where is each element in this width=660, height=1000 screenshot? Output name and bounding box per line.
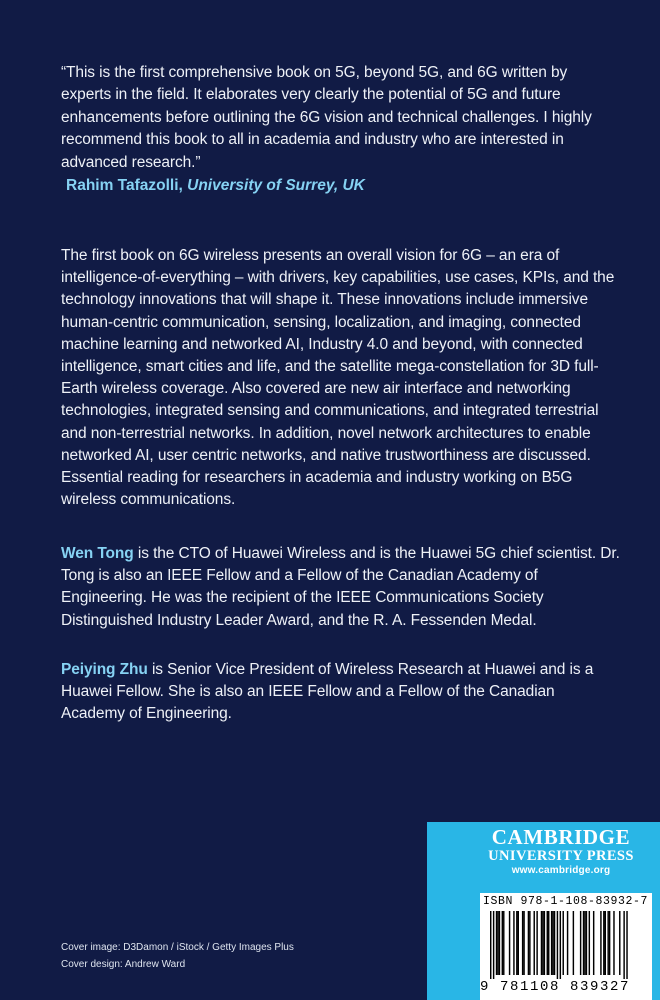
barcode-bar (547, 911, 548, 975)
publisher-logo (485, 826, 637, 878)
barcode-bar (528, 911, 529, 975)
barcode-bar (563, 911, 564, 975)
isbn-label: ISBN 978-1-108-83932-7 (483, 895, 649, 908)
barcode-bar (522, 911, 523, 975)
barcode-bar (497, 911, 498, 975)
publisher-press: UNIVERSITY PRESS (488, 848, 634, 864)
barcode-bar (503, 911, 504, 975)
endorsement-attribution (66, 177, 365, 195)
barcode (490, 911, 642, 979)
barcode-bar (490, 911, 491, 979)
barcode-bar (516, 911, 517, 975)
barcode-bar (499, 911, 500, 975)
barcode-bar (544, 911, 545, 975)
publisher-box (427, 822, 660, 1000)
barcode-bar (529, 911, 530, 975)
barcode-bar (583, 911, 584, 975)
author-bio-text: is the CTO of Huawei Wireless and is the Huawei 5G chief scientist. Dr. Tong is also an IEEE Fellow and a Fellow of the Canadian Academy of Engineering. He was the recipient of the IEEE Communications Society Distinguished Industry Leader Award, and the R. A. Fessenden Medal. (61, 545, 620, 629)
barcode-bar (493, 911, 494, 979)
endorser-affiliation: University of Surrey, UK (182, 177, 365, 194)
barcode-bar (573, 911, 574, 975)
barcode-bar (536, 911, 537, 975)
barcode-bar (584, 911, 585, 975)
publisher-name: CAMBRIDGE (491, 825, 631, 849)
barcode-bar (580, 911, 581, 975)
author-name: Peiying Zhu (61, 661, 148, 678)
barcode-bar (626, 911, 627, 979)
barcode-bar (609, 911, 610, 975)
endorsement-quote: “This is the first comprehensive book on 5G, beyond 5G, and 6G written by experts in the field. It elaborates very clearly the potential of 5G and future enhancements before outlining the 6G vision and technical challenges. I highly recommend this book to all in academia and industry who are interested in advanced research.” (61, 64, 592, 171)
barcode-bar (534, 911, 535, 975)
author-bio-peiying-zhu (61, 659, 621, 726)
barcode-bar (603, 911, 604, 975)
barcode-bar (619, 911, 620, 975)
barcode-bar (589, 911, 590, 975)
cover-image-credit: Cover image: D3Damon / iStock / Getty Images Plus (61, 942, 294, 953)
cover-design-credit: Cover design: Andrew Ward (61, 959, 186, 970)
author-name: Wen Tong (61, 545, 134, 562)
barcode-bar (557, 911, 558, 979)
barcode-bar (613, 911, 614, 975)
barcode-bar (560, 911, 561, 979)
barcode-bar (567, 911, 568, 975)
barcode-bar (523, 911, 524, 975)
cover-credits (61, 939, 294, 973)
barcode-bar (593, 911, 594, 975)
barcode-bar (605, 911, 606, 975)
barcode-bar (586, 911, 587, 975)
barcode-block (480, 893, 652, 1000)
publisher-url: www.cambridge.org (511, 865, 611, 876)
book-description: The first book on 6G wireless presents an overall vision for 6G – an era of intelligence-of-everything – with drivers, key capabilities, use cases, KPIs, and the technology innovations that will shape it. These innovations include immersive human-centric communication, sensing, localization, and imaging, connected machine learning and networked AI, Industry 4.0 and beyond, with connected intelligence, smart cities and life, and the satellite mega-constellation for 3D full-Earth wireless coverage. Also covered are new air interface and networking technologies, integrated sensing and communications, and integrated terrestrial and non-terrestrial networks. In addition, novel network architectures to enable networked AI, user centric networks, and native trustworthiness are discussed. Essential reading for researchers in academia and industry working on B5G wireless communications. (61, 247, 615, 509)
barcode-bar (513, 911, 514, 975)
barcode-bar (551, 911, 552, 975)
barcode-digits: 9 781108 839327 (480, 979, 631, 995)
barcode-bar (600, 911, 601, 975)
barcode-bar (496, 911, 497, 975)
barcode-bar (542, 911, 543, 975)
barcode-bar (552, 911, 553, 975)
barcode-bar (541, 911, 542, 975)
author-bio-wen-tong (61, 543, 621, 632)
barcode-bar (509, 911, 510, 975)
barcode-bar (607, 911, 608, 975)
author-bio-text: is Senior Vice President of Wireless Research at Huawei and is a Huawei Fellow. She is also an IEEE Fellow and a Fellow of the Canadian Academy of Engineering. (61, 661, 594, 723)
endorser-name: Rahim Tafazolli, (66, 177, 183, 194)
barcode-bar (554, 911, 555, 975)
barcode-bar (623, 911, 624, 979)
barcode-bar (548, 911, 549, 975)
barcode-bar (502, 911, 503, 975)
barcode-bar (518, 911, 519, 975)
